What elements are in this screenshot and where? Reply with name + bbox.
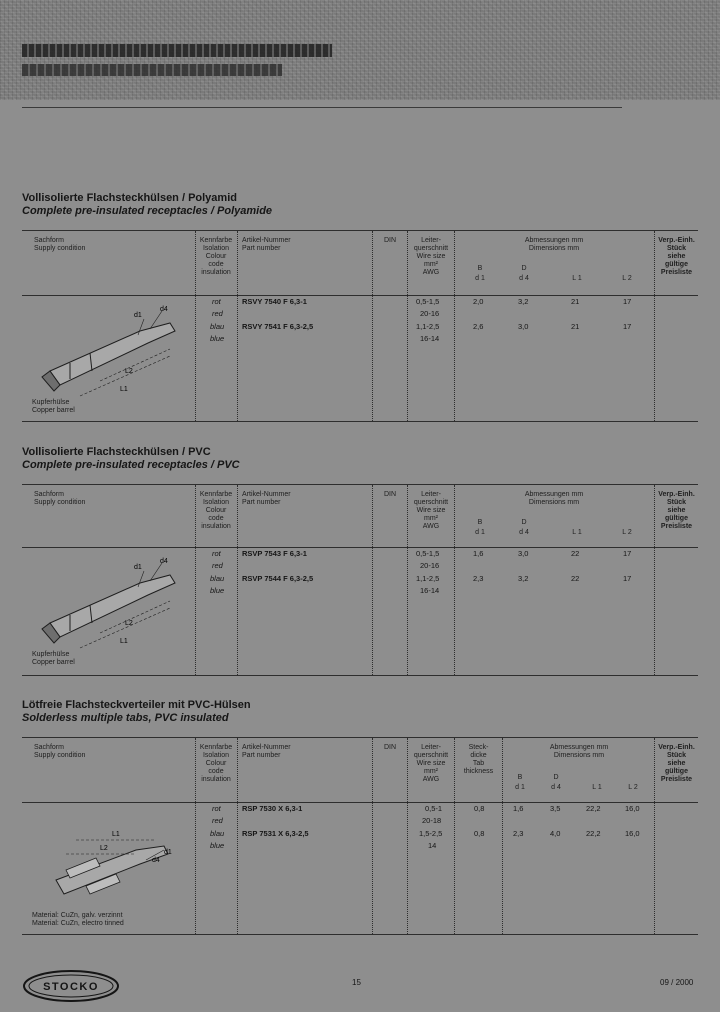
header-din: DIN	[383, 491, 397, 498]
row-d1: 1,6	[473, 549, 484, 558]
drawing-caption: Kupferhülse Copper barrel	[32, 651, 75, 666]
dim-label: d1	[164, 849, 172, 856]
receptacle-drawing	[30, 301, 190, 411]
banner-title-en	[22, 64, 282, 76]
header-pack: Verp.-Einh. Stück siehe gültige Preisliste	[658, 744, 695, 783]
header-d-sub: L 1	[592, 784, 602, 791]
row-conductor: 16-14	[420, 334, 440, 343]
header-d-sub: d 4	[519, 529, 529, 536]
header-conductor: Leiter- querschnitt Wire size mm² AWG	[413, 491, 449, 530]
section-pvc	[22, 446, 698, 666]
header-d-sub: d 1	[475, 275, 485, 282]
header-divider	[22, 547, 698, 548]
header-d-label: B	[477, 519, 483, 526]
section-title-de: Vollisolierte Flachsteckhülsen / Polyamid	[22, 192, 237, 204]
row-article: RSP 7530 X 6,3-1	[242, 804, 303, 813]
header-rule	[22, 107, 622, 108]
row-conductor: 1,5-2,5	[419, 829, 443, 838]
dim-label: d1	[134, 312, 142, 319]
row-conductor: 20-16	[420, 561, 440, 570]
row-l1: 22	[571, 574, 580, 583]
header-d-sub: L 2	[622, 529, 632, 536]
dim-label: d4	[160, 558, 168, 565]
section-title-de: Lötfreie Flachsteckverteiler mit PVC-Hülsen	[22, 699, 251, 711]
header-sleeve: Sachform Supply condition	[34, 237, 86, 252]
header-article: Artikel-Nummer Part number	[242, 237, 291, 252]
header-d-label: B	[517, 774, 523, 781]
banner-title-de	[22, 44, 332, 57]
header-banner	[0, 0, 720, 100]
row-l2: 17	[623, 297, 632, 306]
row-d1: 2,3	[473, 574, 484, 583]
dim-label: L1	[120, 638, 128, 645]
header-pack: Verp.-Einh. Stück siehe gültige Preisliste	[658, 237, 695, 276]
row-conductor: 1,1-2,5	[416, 574, 440, 583]
row-l2: 16,0	[625, 829, 640, 838]
section-title-en: Solderless multiple tabs, PVC insulated	[22, 712, 229, 724]
row-article: RSVY 7541 F 6,3-2,5	[242, 322, 314, 331]
row-l2: 17	[623, 574, 632, 583]
stocko-logo	[22, 969, 120, 1003]
row-colour: blau	[210, 574, 225, 583]
row-article: RSVP 7543 F 6,3-1	[242, 549, 307, 558]
dim-label: d1	[134, 564, 142, 571]
logo-text: STOCKO	[43, 981, 99, 993]
header-article: Artikel-Nummer Part number	[242, 491, 291, 506]
row-colour: red	[212, 309, 223, 318]
dim-label: L1	[112, 831, 120, 838]
product-table	[22, 737, 698, 935]
row-conductor: 20-16	[420, 309, 440, 318]
row-d4: 3,0	[518, 549, 529, 558]
header-d-sub: d 1	[475, 529, 485, 536]
row-d4: 3,2	[518, 297, 529, 306]
receptacle-drawing	[30, 553, 190, 663]
header-d-sub: d 4	[519, 275, 529, 282]
row-colour: rot	[212, 549, 221, 558]
row-colour: blue	[210, 334, 225, 343]
header-article: Artikel-Nummer Part number	[242, 744, 291, 759]
header-sleeve: Sachform Supply condition	[34, 491, 86, 506]
dim-label: d4	[152, 857, 160, 864]
row-conductor: 0,5-1	[425, 804, 443, 813]
header-din: DIN	[383, 744, 397, 751]
header-pack: Verp.-Einh. Stück siehe gültige Preisliste	[658, 491, 695, 530]
section-polyamide	[22, 192, 698, 414]
header-divider	[22, 802, 698, 803]
row-conductor: 0,5-1,5	[416, 297, 440, 306]
row-l2: 17	[623, 322, 632, 331]
drawing-caption: Material: CuZn, galv. verzinnt Material: CuZn, electro tinned	[32, 912, 124, 927]
dim-label: L2	[125, 620, 133, 627]
row-l1: 21	[571, 297, 580, 306]
row-l1: 22,2	[586, 829, 601, 838]
header-colour: Kennfarbe Isolation Colour code insulation	[199, 237, 233, 276]
row-colour: red	[212, 561, 223, 570]
header-dimensions: Abmessungen mm Dimensions mm	[524, 491, 584, 506]
product-table	[22, 230, 698, 422]
row-article: RSP 7531 X 6,3-2,5	[242, 829, 309, 838]
header-dimensions: Abmessungen mm Dimensions mm	[549, 744, 609, 759]
row-colour: blau	[210, 322, 225, 331]
row-l1: 22,2	[586, 804, 601, 813]
row-d1: 2,0	[473, 297, 484, 306]
header-d-sub: d 1	[515, 784, 525, 791]
row-d4: 3,0	[518, 322, 529, 331]
header-divider	[22, 295, 698, 296]
row-colour: rot	[212, 297, 221, 306]
row-l1: 21	[571, 322, 580, 331]
header-d-sub: d 4	[551, 784, 561, 791]
header-d-sub: L 1	[572, 529, 582, 536]
header-d-sub: L 1	[572, 275, 582, 282]
footer-date: 09 / 2000	[660, 978, 694, 987]
dim-label: d4	[160, 306, 168, 313]
row-tab: 0,8	[474, 829, 485, 838]
row-l2: 16,0	[625, 804, 640, 813]
header-din: DIN	[383, 237, 397, 244]
row-tab: 0,8	[474, 804, 485, 813]
row-conductor: 14	[428, 841, 437, 850]
row-l2: 17	[623, 549, 632, 558]
section-title-de: Vollisolierte Flachsteckhülsen / PVC	[22, 446, 211, 458]
section-title-en: Complete pre-insulated receptacles / Polyamide	[22, 205, 273, 217]
page-number: 15	[352, 978, 361, 987]
header-d-label: D	[521, 265, 527, 272]
row-conductor: 20-18	[422, 816, 442, 825]
row-article: RSVY 7540 F 6,3-1	[242, 297, 307, 306]
row-colour: blau	[210, 829, 225, 838]
row-colour: blue	[210, 586, 225, 595]
multiple-tab-drawing	[36, 810, 186, 910]
header-d-sub: L 2	[622, 275, 632, 282]
dim-label: L2	[125, 368, 133, 375]
header-tab-thickness: Steck- dicke Tab thickness	[463, 744, 494, 775]
row-conductor: 1,1-2,5	[416, 322, 440, 331]
dim-label: L2	[100, 845, 108, 852]
row-article: RSVP 7544 F 6,3-2,5	[242, 574, 314, 583]
header-d-label: D	[521, 519, 527, 526]
header-d-label: B	[477, 265, 483, 272]
row-d1: 2,6	[473, 322, 484, 331]
header-colour: Kennfarbe Isolation Colour code insulation	[199, 744, 233, 783]
row-colour: rot	[212, 804, 221, 813]
section-title-en: Complete pre-insulated receptacles / PVC	[22, 459, 240, 471]
section-multiple-tabs	[22, 699, 698, 927]
header-colour: Kennfarbe Isolation Colour code insulation	[199, 491, 233, 530]
drawing-caption: Kupferhülse Copper barrel	[32, 399, 75, 414]
row-l1: 22	[571, 549, 580, 558]
product-table	[22, 484, 698, 676]
header-conductor: Leiter- querschnitt Wire size mm² AWG	[413, 237, 449, 276]
row-colour: blue	[210, 841, 225, 850]
header-dimensions: Abmessungen mm Dimensions mm	[524, 237, 584, 252]
header-sleeve: Sachform Supply condition	[34, 744, 86, 759]
row-d1: 2,3	[513, 829, 524, 838]
header-conductor: Leiter- querschnitt Wire size mm² AWG	[413, 744, 449, 783]
header-d-label: D	[553, 774, 559, 781]
row-d4: 3,2	[518, 574, 529, 583]
dim-label: L1	[120, 386, 128, 393]
header-d-sub: L 2	[628, 784, 638, 791]
row-conductor: 0,5-1,5	[416, 549, 440, 558]
row-d1: 1,6	[513, 804, 524, 813]
row-conductor: 16-14	[420, 586, 440, 595]
row-d4: 3,5	[550, 804, 561, 813]
row-d4: 4,0	[550, 829, 561, 838]
row-colour: red	[212, 816, 223, 825]
